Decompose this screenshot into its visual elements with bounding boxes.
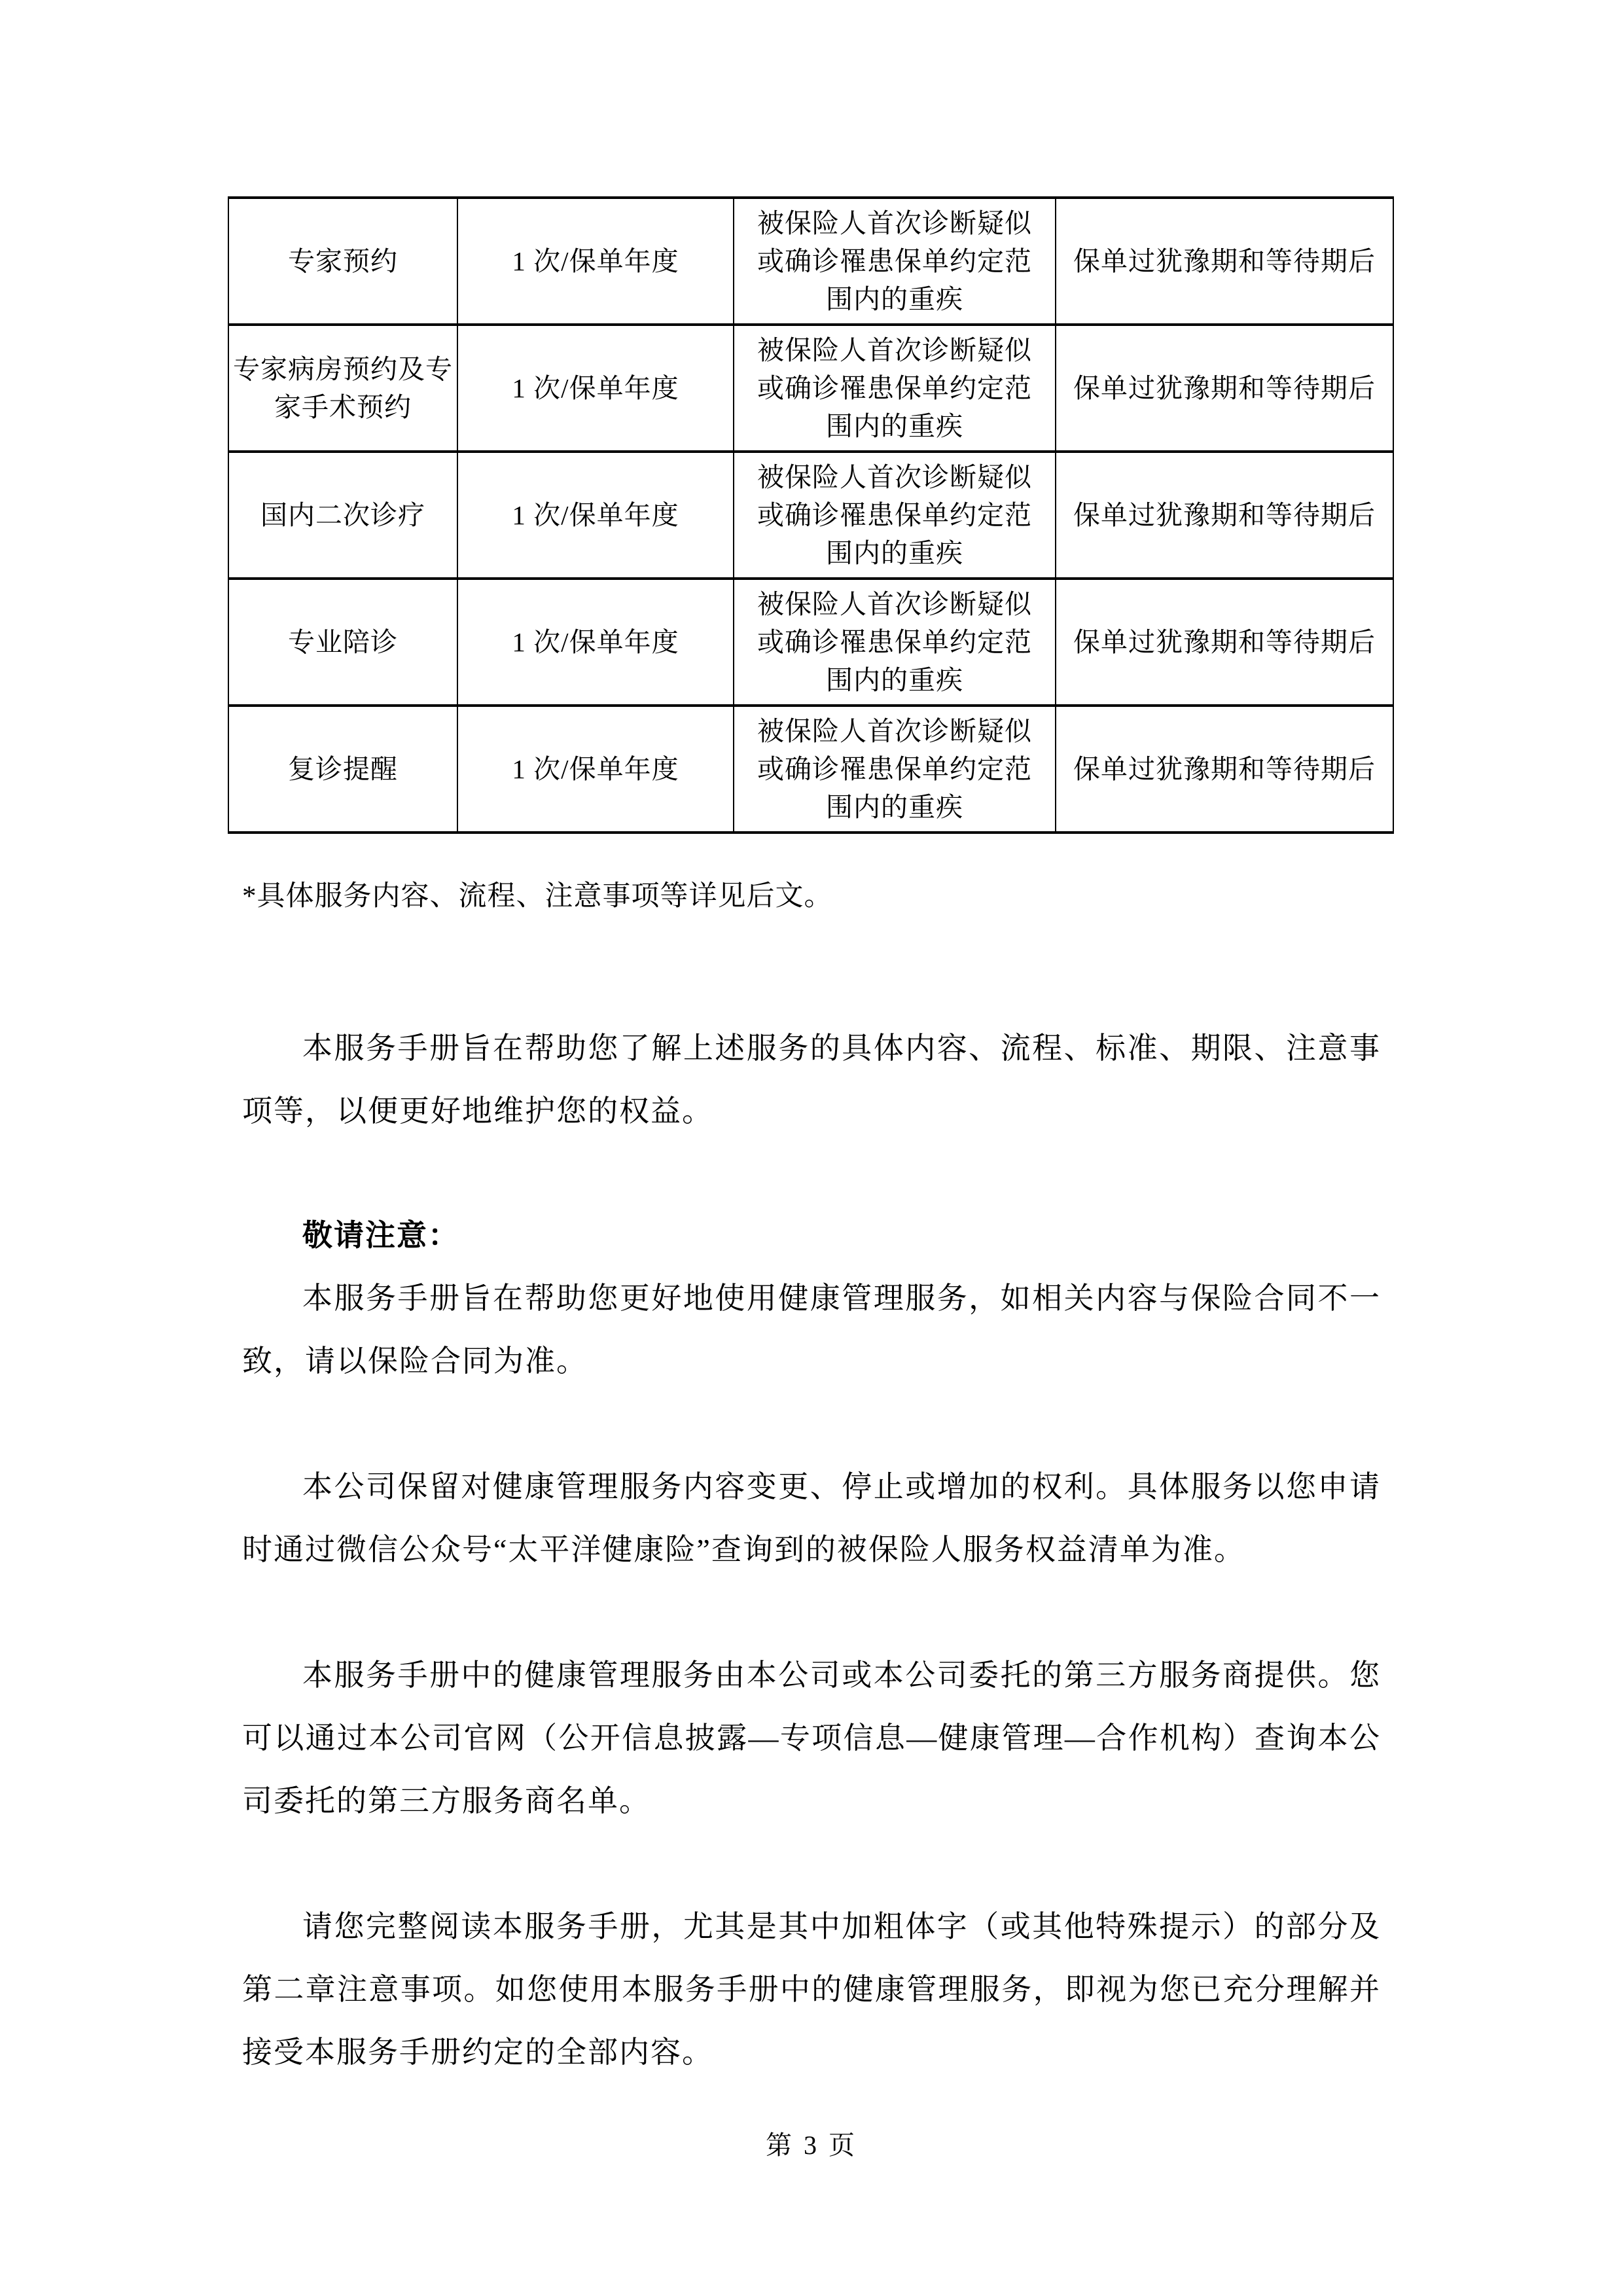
service-cell: 复诊提醒	[228, 706, 457, 833]
table-row	[228, 452, 1393, 579]
intro-paragraph: 本服务手册旨在帮助您了解上述服务的具体内容、流程、标准、期限、注意事项等，以便更好地维护您的权益。	[242, 1031, 1381, 1128]
service-cell: 国内二次诊疗	[228, 452, 457, 579]
condition-cell: 被保险人首次诊断疑似 或确诊罹患保单约定范 围内的重疾	[734, 198, 1056, 325]
frequency-cell: 1 次/保单年度	[457, 579, 734, 706]
condition-cell: 被保险人首次诊断疑似 或确诊罹患保单约定范 围内的重疾	[734, 452, 1056, 579]
page-number: 第 3 页	[766, 2130, 857, 2160]
frequency-cell: 1 次/保单年度	[457, 325, 734, 452]
notice-paragraph: 请您完整阅读本服务手册，尤其是其中加粗体字（或其他特殊提示）的部分及第二章注意事项。如您使用本服务手册中的健康管理服务，即视为您已充分理解并接受本服务手册约定的全部内容。	[242, 1910, 1381, 2069]
body-text	[242, 1017, 1381, 2084]
condition-cell: 被保险人首次诊断疑似 或确诊罹患保单约定范 围内的重疾	[734, 579, 1056, 706]
condition-cell: 被保险人首次诊断疑似 或确诊罹患保单约定范 围内的重疾	[734, 706, 1056, 833]
notice-heading: 敬请注意：	[302, 1219, 459, 1252]
availability-cell: 保单过犹豫期和等待期后	[1056, 452, 1393, 579]
availability-cell: 保单过犹豫期和等待期后	[1056, 579, 1393, 706]
availability-cell: 保单过犹豫期和等待期后	[1056, 325, 1393, 452]
availability-cell: 保单过犹豫期和等待期后	[1056, 706, 1393, 833]
service-cell: 专家病房预约及专 家手术预约	[228, 325, 457, 452]
table-row	[228, 579, 1393, 706]
table-footnote: *具体服务内容、流程、注意事项等详见后文。	[242, 881, 833, 912]
frequency-cell: 1 次/保单年度	[457, 452, 734, 579]
frequency-cell: 1 次/保单年度	[457, 198, 734, 325]
table-row	[228, 325, 1393, 452]
table-row	[228, 706, 1393, 833]
availability-cell: 保单过犹豫期和等待期后	[1056, 198, 1393, 325]
benefits-table	[228, 196, 1394, 834]
condition-cell: 被保险人首次诊断疑似 或确诊罹患保单约定范 围内的重疾	[734, 325, 1056, 452]
notice-paragraph: 本服务手册旨在帮助您更好地使用健康管理服务，如相关内容与保险合同不一致，请以保险合同为准。	[242, 1282, 1381, 1378]
notice-paragraph: 本公司保留对健康管理服务内容变更、停止或增加的权利。具体服务以您申请时通过微信公众号“太平洋健康险”查询到的被保险人服务权益清单为准。	[242, 1470, 1381, 1566]
table-row	[228, 198, 1393, 325]
frequency-cell: 1 次/保单年度	[457, 706, 734, 833]
service-cell: 专家预约	[228, 198, 457, 325]
service-cell: 专业陪诊	[228, 579, 457, 706]
notice-paragraph: 本服务手册中的健康管理服务由本公司或本公司委托的第三方服务商提供。您可以通过本公司官网（公开信息披露—专项信息—健康管理—合作机构）查询本公司委托的第三方服务商名单。	[242, 1659, 1381, 1818]
